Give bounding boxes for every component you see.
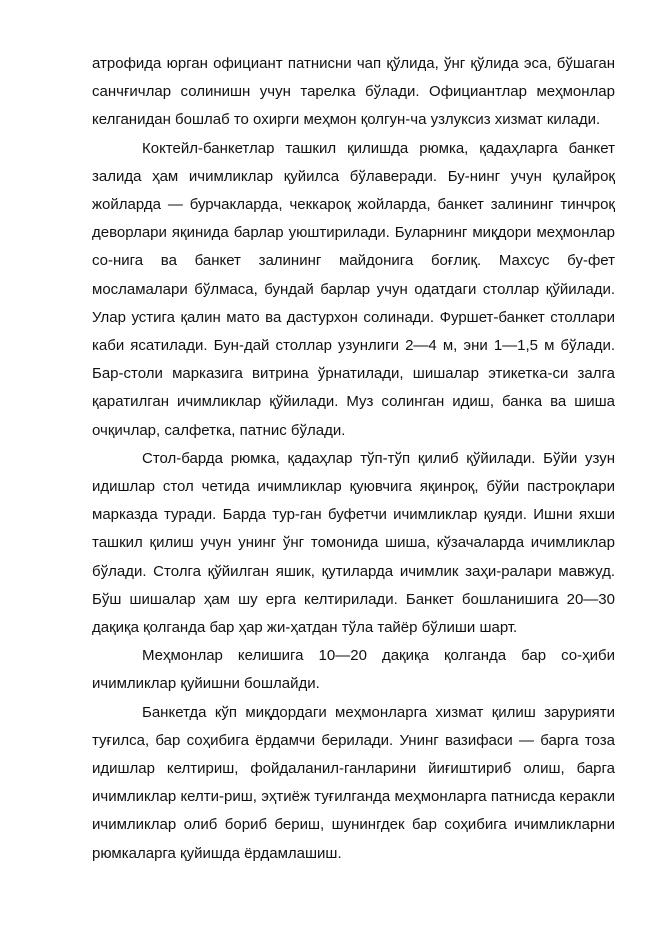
- paragraph-bar-assistant: Банкетда кўп миқдордаги меҳмонларга хизмат қилиш зарурияти туғилса, бар соҳибига ёрдамчи берилади. Унинг вазифаси — барга тоза идишлар келтириш, фойдаланил-ганларини йиғиштириб олиш, барга ичимликлар келти-риш, эҳтиёж туғилганда меҳмонларга патнисда керакли ичимликлар олиб бориб бериш, шунингдек бар соҳибига ичимликларни рюмкаларга қуйишда ёрдамлашиш.: [92, 703, 615, 862]
- paragraph-continuation: атрофида юрган официант патнисни чап қўлида, ўнг қўлида эса, бўшаган санчғичлар солинишн учун тарелка бўлади. Официантлар меҳмонлар келганидан бошлаб то охирги меҳмон қолгун-ча узлуксиз хизмат килади.: [92, 55, 615, 129]
- document-body: [92, 50, 615, 868]
- paragraph-guest-arrival: Меҳмонлар келишига 10—20 дақиқа қолганда бар со-ҳиби ичимликлар қуйишни бошлайди.: [92, 647, 615, 693]
- paragraph-cocktail-banquet: Коктейл-банкетлар ташкил қилишда рюмка, қадаҳларга банкет залида ҳам ичимликлар қуйилса бўлаверади. Бу-нинг учун қулайроқ жойларда — бурчакларда, чеккароқ жойларда, банкет залининг тинчроқ деворлари яқинида барлар уюштирилади. Буларнинг миқдори меҳмонлар со-нига ва банкет залининг майдонига боғлиқ. Махсус бу-фет мосламалари бўлмаса, бундай барлар учун одатдаги столлар қўйилади. Улар устига қалин мато ва дастурхон солинади. Фуршет-банкет столлари каби ясатилади. Бун-дай столлар узунлиги 2—4 м, эни 1—1,5 м бўлади. Бар-столи марказига витрина ўрнатилади, шишалар этикетка-си залга қаратилган ичимликлар қўйилади. Муз солинган идиш, банка ва шиша очқичлар, салфетка, патнис бўлади.: [92, 139, 615, 439]
- paragraph-stol-bar: Стол-барда рюмка, қадаҳлар тўп-тўп қилиб қўйилади. Бўйи узун идишлар стол четида ичимликлар қуювчига яқинроқ, бўйи пастроқлари марказда туради. Барда тур-ган буфетчи ичимликлар қуяди. Ишни яхши ташкил қилиш учун унинг ўнг томонида шиша, кўзачаларда ичимликлар бўлади. Столга қўйилган яшик, қутиларда ичимлик заҳи-ралари мавжуд. Бўш шишалар ҳам шу ерга келтирилади. Банкет бошланишига 20—30 дақиқа қолганда бар ҳар жи-ҳатдан тўла тайёр бўлиши шарт.: [92, 449, 615, 637]
